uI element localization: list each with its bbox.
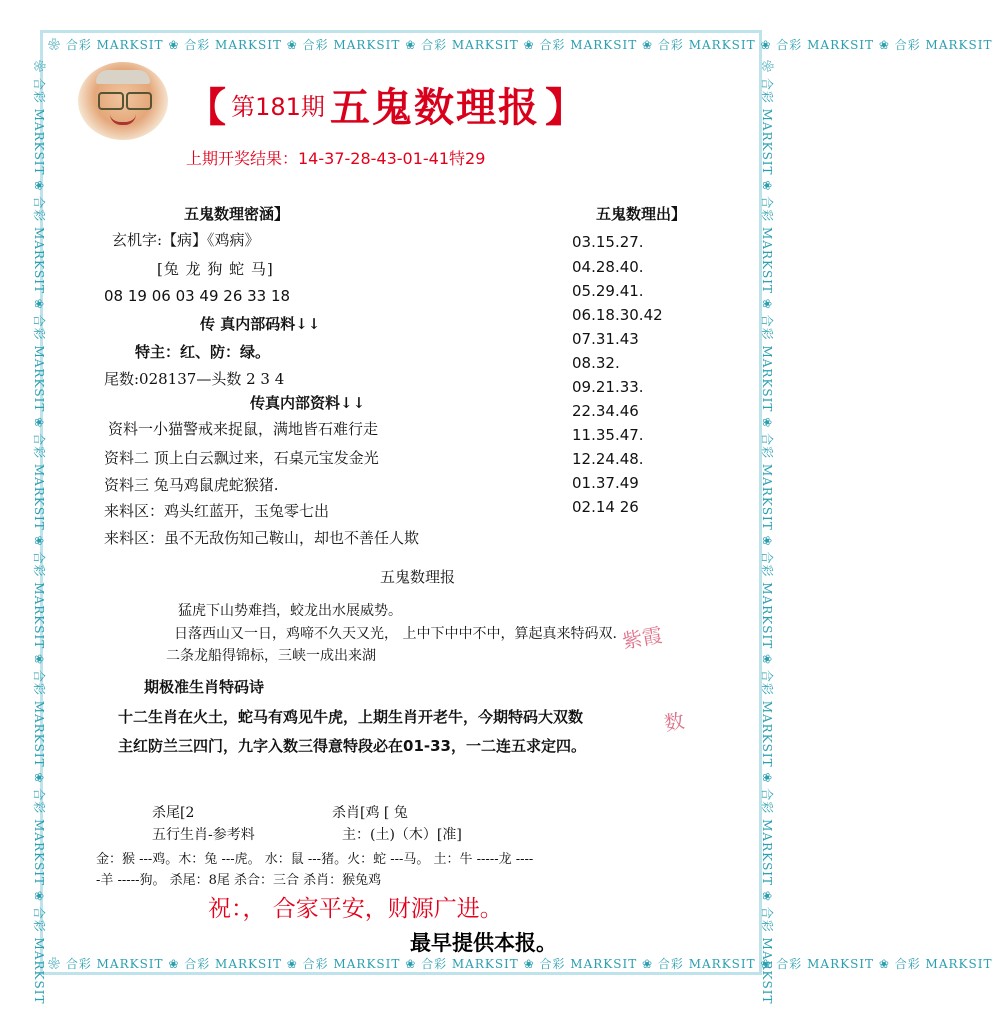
kill-zodiac: 杀肖[鸡 [ 兔 [332, 805, 408, 821]
main-element: 主：(土)（木）[准] [342, 827, 462, 843]
number-item: 07.31.43 [572, 330, 639, 348]
left-line-2: [兔 龙 狗 蛇 马] [157, 260, 274, 278]
number-item: 05.29.41. [572, 282, 644, 300]
border-watermark-top: ❀ 合彩 MARKSIT ❀ 合彩 MARKSIT ❀ 合彩 MARKSIT ❀ 合彩 MARKSIT ❀ 合彩 MARKSIT ❀ 合彩 MARKSIT ❀ 合彩 MARKSIT ❀ 合彩 MARKSIT [48, 38, 992, 52]
page-title [186, 76, 586, 131]
left-line-12: 来料区：虽不无敌伤知己鞍山，却也不善任人欺 [104, 529, 420, 547]
elements-line-1: 金：猴 ---鸡。木：兔 ---虎。 水：鼠 ---猪。火：蛇 ---马。 土：牛 -----龙 ---- [96, 852, 534, 867]
number-item: 08.32. [572, 354, 620, 372]
middle-subtitle: 五鬼数理报 [380, 568, 456, 586]
title-bracket-open: 【 [186, 84, 226, 131]
elements-line-2: -羊 -----狗。 杀尾：8尾 杀合：三合 杀肖：猴兔鸡 [96, 873, 382, 888]
avatar-hair [96, 70, 150, 84]
left-heading: 五鬼数理密涵】 [184, 205, 290, 223]
left-line-5: 特主：红、防：绿。 [135, 343, 271, 361]
poem-special-line-1: 十二生肖在火土，蛇马有鸡见牛虎，上期生肖开老牛，今期特码大双数 [118, 708, 584, 726]
number-item: 06.18.30.42 [572, 306, 663, 324]
avatar-glasses-left [98, 92, 124, 110]
red-stamp-1: 紫霞 [620, 622, 665, 654]
red-stamp-2: 数 [662, 708, 687, 736]
avatar [78, 62, 168, 140]
number-item: 04.28.40. [572, 258, 644, 276]
left-line-4: 传 真内部码料↓↓ [200, 315, 321, 333]
border-watermark-right: ❀ 合彩 MARKSIT ❀ 合彩 MARKSIT ❀ 合彩 MARKSIT ❀ 合彩 MARKSIT ❀ 合彩 MARKSIT ❀ 合彩 MARKSIT ❀ 合彩 MARKSIT ❀ 合彩 MARKSIT [760, 60, 774, 1005]
left-line-1: 玄机字:【病】《鸡病》 [112, 231, 260, 249]
kill-tail: 杀尾[2 [152, 805, 195, 821]
earliest-notice: 最早提供本报。 [410, 931, 557, 955]
issue-number: 第181期 [231, 93, 325, 121]
number-item: 02.14 26 [572, 498, 639, 516]
poem-line-3: 二条龙船得锦标，三峡一成出来湖 [166, 648, 376, 664]
avatar-glasses-right [126, 92, 152, 110]
blessing: 祝：， 合家平安，财源广进。 [208, 896, 503, 922]
left-line-11: 来料区：鸡头红蓝开，玉兔零七出 [104, 502, 330, 520]
border-watermark-left: ❀ 合彩 MARKSIT ❀ 合彩 MARKSIT ❀ 合彩 MARKSIT ❀ 合彩 MARKSIT ❀ 合彩 MARKSIT ❀ 合彩 MARKSIT ❀ 合彩 MARKSIT ❀ 合彩 MARKSIT [32, 60, 46, 1005]
left-line-10: 资料三 兔马鸡鼠虎蛇猴猪. [104, 476, 279, 494]
paper-name: 五鬼数理报 [330, 84, 540, 131]
last-result: 上期开奖结果：14-37-28-43-01-41特29 [186, 149, 486, 168]
poem-special-line-2: 主红防兰三四门，九字入数三得意特段必在01-33，一二连五求定四。 [118, 737, 586, 755]
border-watermark-bottom: ❀ 合彩 MARKSIT ❀ 合彩 MARKSIT ❀ 合彩 MARKSIT ❀ 合彩 MARKSIT ❀ 合彩 MARKSIT ❀ 合彩 MARKSIT ❀ 合彩 MARKSIT ❀ 合彩 MARKSIT [48, 957, 992, 971]
title-bracket-close: 】 [545, 84, 586, 131]
poem-line-2: 日落西山又一日，鸡啼不久天又光， 上中下中中不中，算起真来特码双. [174, 626, 617, 642]
number-item: 03.15.27. [572, 233, 644, 251]
number-item: 01.37.49 [572, 474, 639, 492]
left-line-6: 尾数:028137—头数 2 3 4 [104, 370, 285, 388]
left-line-9: 资料二 顶上白云飘过来，石桌元宝发金光 [104, 449, 379, 467]
number-item: 22.34.46 [572, 402, 639, 420]
poem-line-1: 猛虎下山势难挡，蛟龙出水展威势。 [178, 603, 402, 619]
avatar-mouth [110, 114, 136, 125]
left-line-7: 传真内部资料↓↓ [250, 394, 366, 412]
right-heading: 五鬼数理出】 [596, 205, 687, 223]
number-item: 12.24.48. [572, 450, 644, 468]
left-line-8: 资料一小猫警戒来捉鼠，满地皆石难行走 [108, 420, 379, 438]
five-elements-label: 五行生肖-参考料 [152, 827, 255, 843]
left-line-3: 08 19 06 03 49 26 33 18 [104, 287, 291, 305]
poem-title: 期极准生肖特码诗 [144, 678, 265, 696]
number-item: 11.35.47. [572, 426, 644, 444]
number-item: 09.21.33. [572, 378, 644, 396]
